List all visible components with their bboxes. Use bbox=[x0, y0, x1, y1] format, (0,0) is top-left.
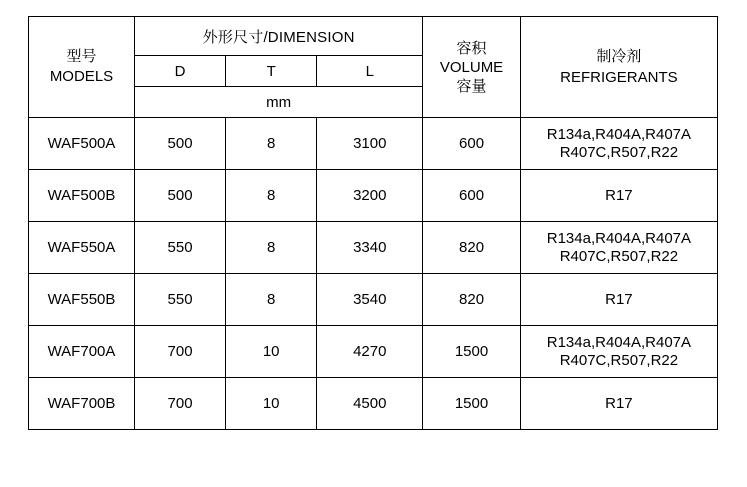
cell-d: 550 bbox=[134, 274, 225, 326]
table-header-row-primary bbox=[29, 17, 718, 56]
cell-refrigerants bbox=[520, 378, 717, 430]
cell-refrigerants-line2: R407C,R507,R22 bbox=[559, 143, 679, 161]
cell-t: 10 bbox=[226, 326, 317, 378]
header-volume-en: VOLUME bbox=[439, 58, 504, 76]
table-row bbox=[29, 222, 718, 274]
cell-volume: 820 bbox=[423, 222, 521, 274]
header-volume bbox=[423, 17, 521, 118]
table-row bbox=[29, 378, 718, 430]
header-refrigerants-en: REFRIGERANTS bbox=[560, 69, 678, 86]
header-unit-mm: mm bbox=[134, 87, 422, 118]
cell-refrigerants-line1: R17 bbox=[605, 290, 633, 308]
header-model bbox=[29, 17, 135, 118]
cell-l: 3100 bbox=[317, 118, 423, 170]
cell-model: WAF700B bbox=[29, 378, 135, 430]
cell-model: WAF700A bbox=[29, 326, 135, 378]
header-refrigerants bbox=[520, 17, 717, 118]
table-row bbox=[29, 170, 718, 222]
header-dim-l: L bbox=[317, 56, 423, 87]
cell-t: 8 bbox=[226, 274, 317, 326]
cell-model: WAF500B bbox=[29, 170, 135, 222]
header-volume-cn-bottom: 容量 bbox=[456, 77, 487, 95]
cell-refrigerants-line1: R134a,R404A,R407A bbox=[546, 229, 692, 247]
cell-refrigerants bbox=[520, 222, 717, 274]
specifications-table bbox=[28, 16, 718, 430]
cell-model: WAF550A bbox=[29, 222, 135, 274]
table-row bbox=[29, 274, 718, 326]
cell-refrigerants bbox=[520, 170, 717, 222]
cell-refrigerants bbox=[520, 274, 717, 326]
cell-l: 4500 bbox=[317, 378, 423, 430]
header-model-en: MODELS bbox=[49, 68, 114, 85]
header-volume-cn-top: 容积 bbox=[456, 39, 487, 57]
cell-t: 10 bbox=[226, 378, 317, 430]
header-model-cn: 型号 bbox=[66, 48, 97, 65]
cell-t: 8 bbox=[226, 222, 317, 274]
cell-d: 550 bbox=[134, 222, 225, 274]
cell-l: 3340 bbox=[317, 222, 423, 274]
cell-refrigerants-line1: R134a,R404A,R407A bbox=[546, 125, 692, 143]
cell-model: WAF500A bbox=[29, 118, 135, 170]
header-dim-t: T bbox=[226, 56, 317, 87]
table-row bbox=[29, 326, 718, 378]
cell-d: 500 bbox=[134, 170, 225, 222]
cell-refrigerants-line1: R17 bbox=[605, 394, 633, 412]
cell-volume: 600 bbox=[423, 170, 521, 222]
cell-volume: 820 bbox=[423, 274, 521, 326]
cell-refrigerants bbox=[520, 326, 717, 378]
cell-refrigerants-line1: R134a,R404A,R407A bbox=[546, 333, 692, 351]
cell-l: 4270 bbox=[317, 326, 423, 378]
cell-refrigerants-line1: R17 bbox=[605, 186, 633, 204]
cell-l: 3540 bbox=[317, 274, 423, 326]
cell-model: WAF550B bbox=[29, 274, 135, 326]
cell-refrigerants-line2: R407C,R507,R22 bbox=[559, 351, 679, 369]
cell-l: 3200 bbox=[317, 170, 423, 222]
cell-refrigerants bbox=[520, 118, 717, 170]
header-dimension: 外形尺寸/DIMENSION bbox=[134, 17, 422, 56]
cell-refrigerants-line2: R407C,R507,R22 bbox=[559, 247, 679, 265]
cell-d: 700 bbox=[134, 326, 225, 378]
cell-volume: 1500 bbox=[423, 378, 521, 430]
cell-d: 700 bbox=[134, 378, 225, 430]
cell-t: 8 bbox=[226, 118, 317, 170]
cell-volume: 600 bbox=[423, 118, 521, 170]
specification-sheet bbox=[0, 16, 747, 487]
table-row bbox=[29, 118, 718, 170]
cell-volume: 1500 bbox=[423, 326, 521, 378]
cell-d: 500 bbox=[134, 118, 225, 170]
cell-t: 8 bbox=[226, 170, 317, 222]
header-refrigerants-cn: 制冷剂 bbox=[596, 48, 642, 65]
header-dim-d: D bbox=[134, 56, 225, 87]
